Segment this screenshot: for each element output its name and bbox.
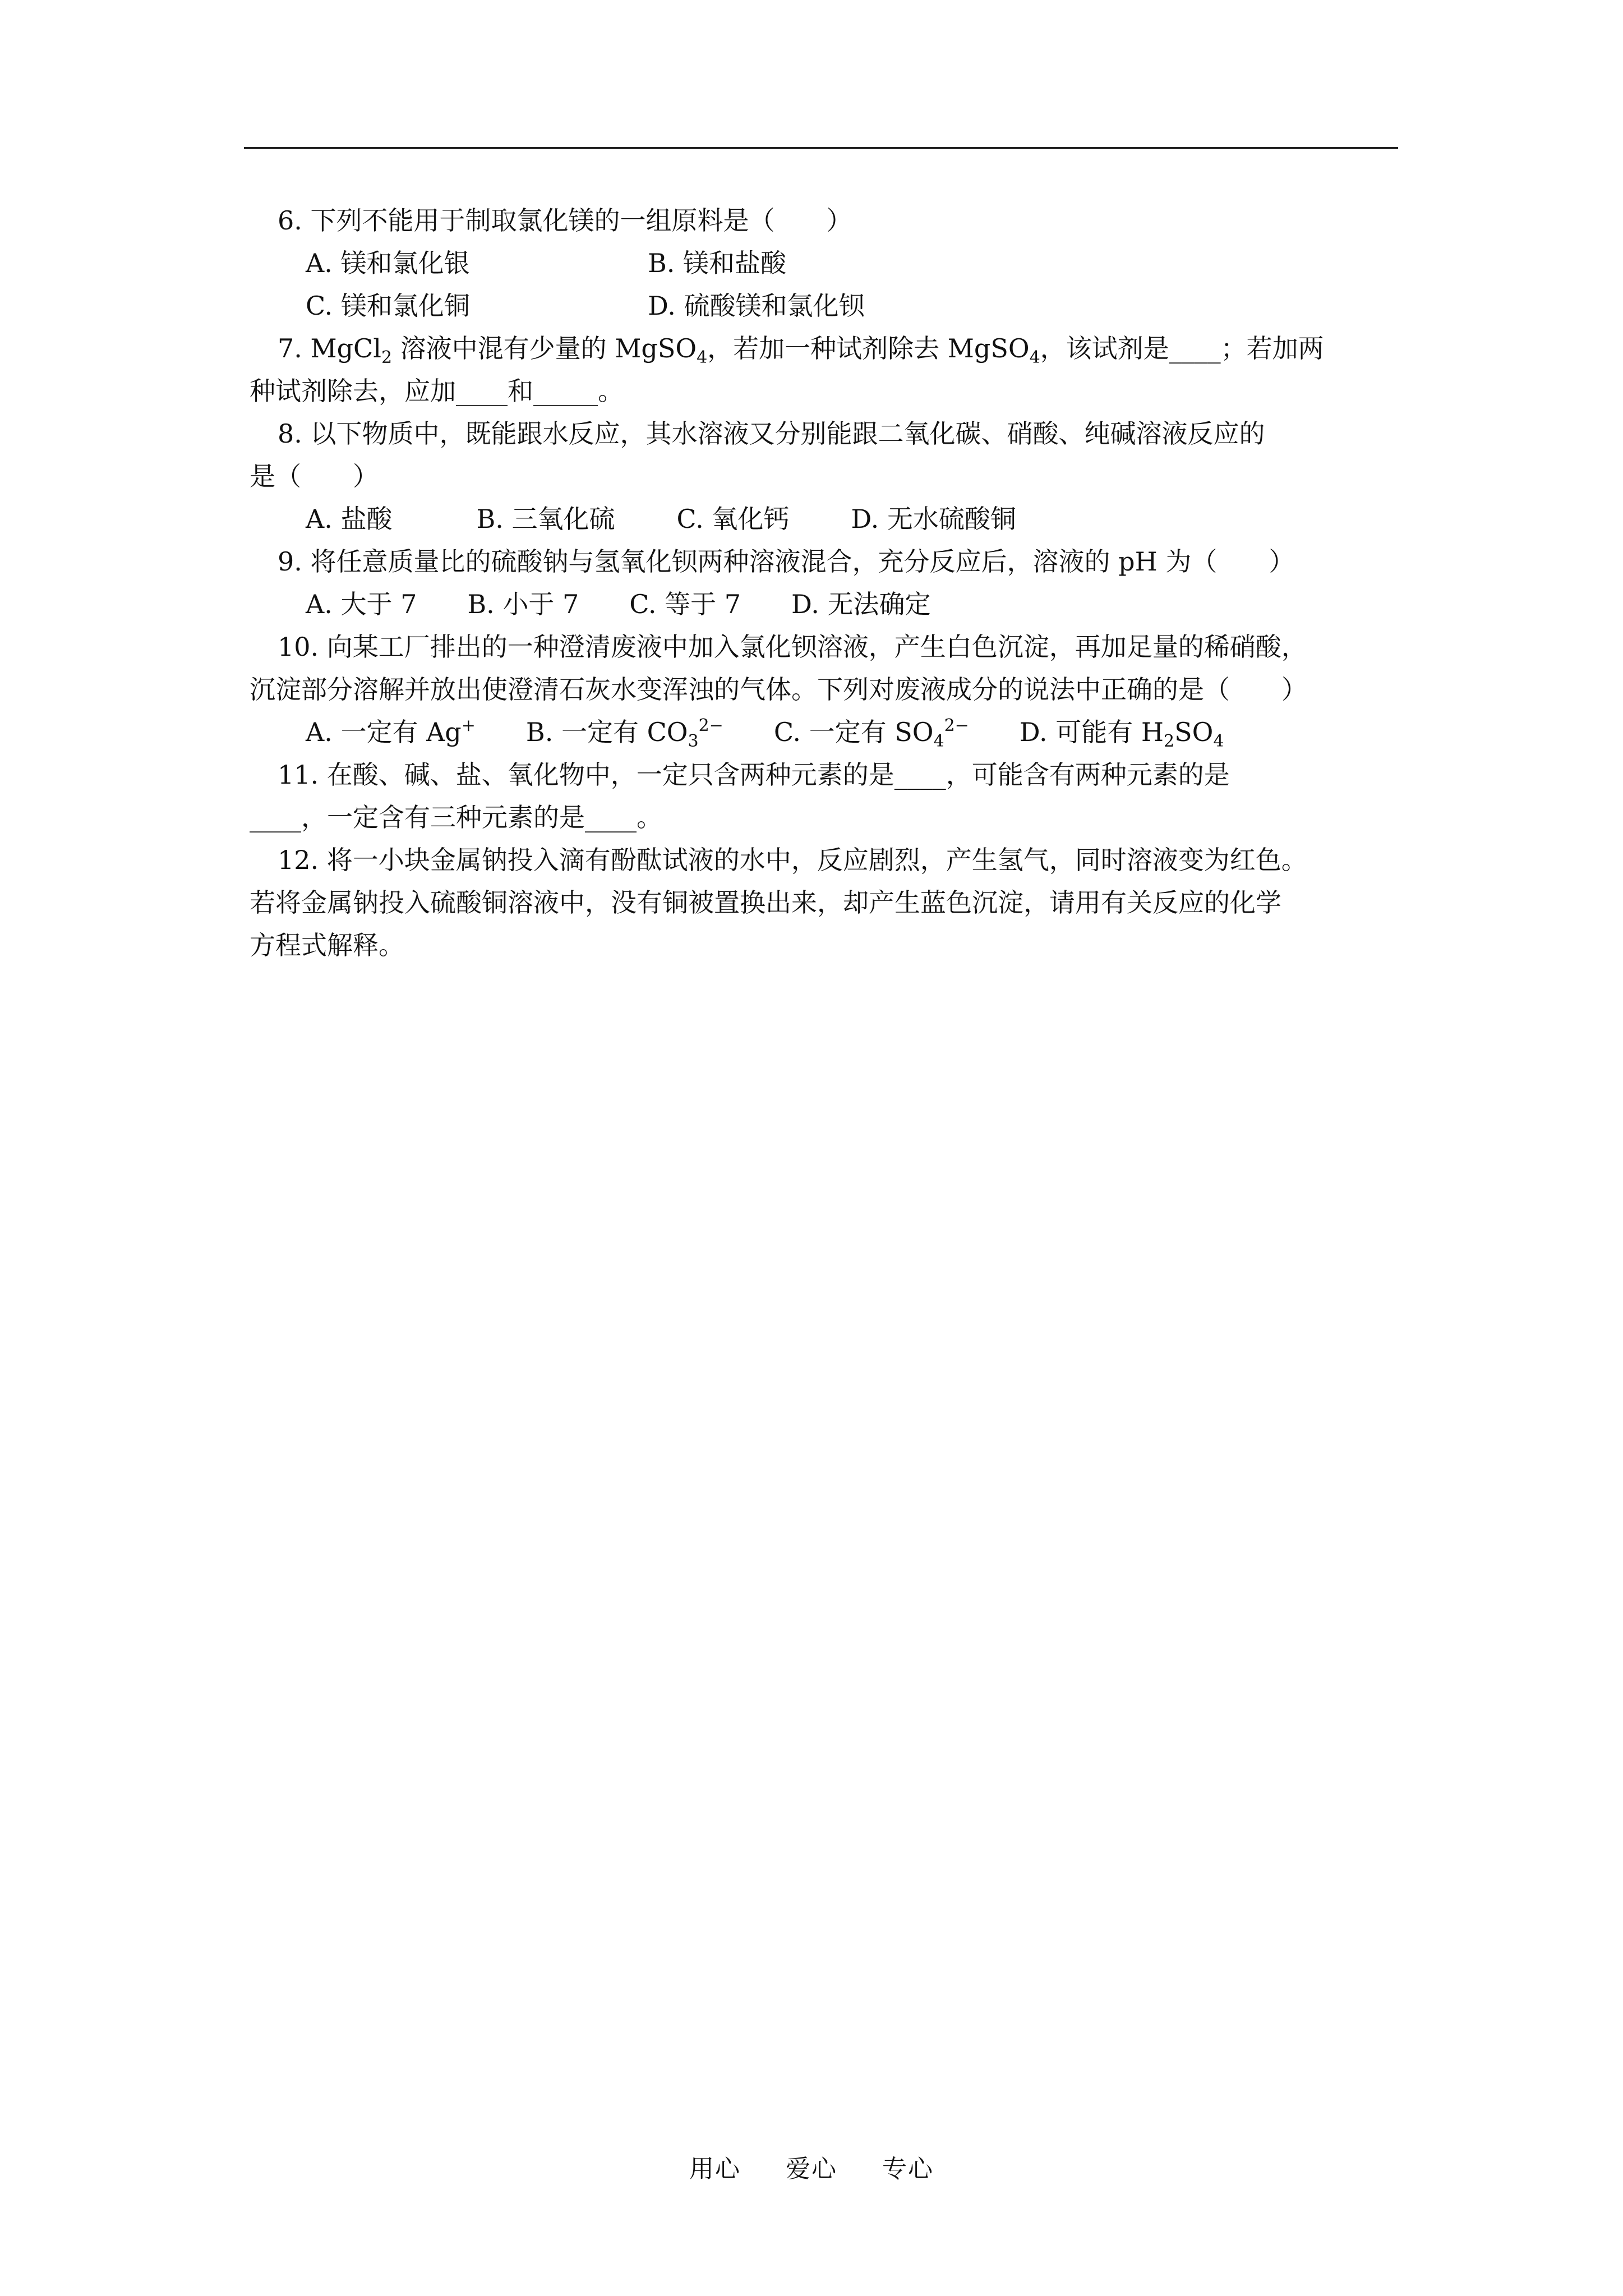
q9-option-a: A. 大于 7 — [306, 589, 417, 619]
q11-line2: ____，一定含有三种元素的是____。 — [250, 802, 662, 832]
q10-option-d-subscript: 4 — [1213, 731, 1224, 751]
q9-option-d: D. 无法确定 — [791, 589, 931, 619]
q10-options — [250, 711, 1405, 753]
q7-text: ，该试剂是____；若加两 — [1040, 333, 1324, 364]
q8-line2: 是（ ） — [250, 461, 379, 491]
q10-option-c-subscript: 4 — [933, 731, 944, 751]
q10-option-c-text: C. 一定有 SO — [773, 717, 934, 747]
q10-option-d-subscript: 2 — [1164, 731, 1175, 751]
q10-option-c — [774, 711, 969, 753]
footer-item: 专心 — [882, 2155, 934, 2183]
q9-option-c: C. 等于 7 — [629, 589, 741, 619]
q10-option-d-text: SO — [1174, 717, 1214, 747]
page-footer — [0, 2148, 1623, 2184]
q6-option-b: B. 镁和盐酸 — [648, 248, 787, 278]
q9-options — [250, 583, 1405, 625]
q7-subscript: 4 — [697, 348, 708, 367]
q11-line1: 11. 在酸、碱、盐、氧化物中，一定只含两种元素的是____，可能含有两种元素的是 — [278, 760, 1230, 790]
q7-text: 7. MgCl — [278, 333, 381, 364]
q7-text: 溶液中混有少量的 MgSO — [392, 333, 697, 364]
footer-item: 用心 — [689, 2155, 741, 2183]
question-content — [250, 199, 1405, 967]
q8-options — [250, 498, 1405, 540]
q10-line1: 10. 向某工厂排出的一种澄清废液中加入氯化钡溶液，产生白色沉淀，再加足量的稀硝酸， — [278, 632, 1307, 662]
q10-option-b-text: B. 一定有 CO — [525, 717, 688, 747]
q10-line2: 沉淀部分溶解并放出使澄清石灰水变浑浊的气体。下列对废液成分的说法中正确的是（ ） — [250, 674, 1307, 705]
q8-option-c: C. 氧化钙 — [676, 504, 790, 534]
q9-option-b: B. 小于 7 — [467, 589, 579, 619]
q8-option-a: A. 盐酸 — [306, 504, 393, 534]
q6-option-c: C. 镁和氯化铜 — [306, 291, 470, 321]
q6-stem: 6. 下列不能用于制取氯化镁的一组原料是（ ） — [278, 205, 852, 236]
q9-stem: 9. 将任意质量比的硫酸钠与氢氧化钡两种溶液混合，充分反应后，溶液的 pH 为（ ） — [278, 546, 1295, 577]
q10-option-a — [306, 711, 476, 753]
q6-option-d: D. 硫酸镁和氯化钡 — [648, 291, 865, 321]
q10-option-c-charge: 2− — [944, 716, 969, 735]
q6-options-row2 — [250, 284, 1405, 327]
q10-option-b-subscript: 3 — [688, 731, 699, 751]
q7-subscript: 4 — [1029, 348, 1040, 367]
q12-line2: 若将金属钠投入硫酸铜溶液中，没有铜被置换出来，却产生蓝色沉淀，请用有关反应的化学 — [250, 887, 1281, 918]
q12-line1: 12. 将一小块金属钠投入滴有酚酞试液的水中，反应剧烈，产生氢气，同时溶液变为红色。 — [278, 845, 1307, 875]
q12-line3: 方程式解释。 — [250, 930, 404, 960]
q10-option-a-text: A. 一定有 Ag — [306, 717, 462, 747]
q10-option-b-charge: 2− — [698, 716, 723, 735]
q7-text: ，若加一种试剂除去 MgSO — [707, 333, 1030, 364]
q7-line2: 种试剂除去，应加____和_____。 — [250, 376, 624, 406]
footer-item: 爱心 — [786, 2155, 837, 2183]
q10-option-d-text: D. 可能有 H — [1019, 717, 1164, 747]
q6-options-row1 — [250, 242, 1405, 284]
q7-subscript: 2 — [381, 348, 393, 367]
q8-option-b: B. 三氧化硫 — [476, 504, 615, 534]
header-rule — [244, 147, 1398, 149]
q8-option-d: D. 无水硫酸铜 — [851, 504, 1016, 534]
q10-option-d — [1020, 711, 1224, 753]
q8-line1: 8. 以下物质中，既能跟水反应，其水溶液又分别能跟二氧化碳、硝酸、纯碱溶液反应的 — [278, 418, 1265, 449]
q10-option-a-charge: + — [461, 716, 476, 735]
q6-option-a: A. 镁和氯化银 — [306, 248, 470, 278]
q10-option-b — [526, 711, 723, 753]
q7-line1 — [250, 327, 1405, 370]
